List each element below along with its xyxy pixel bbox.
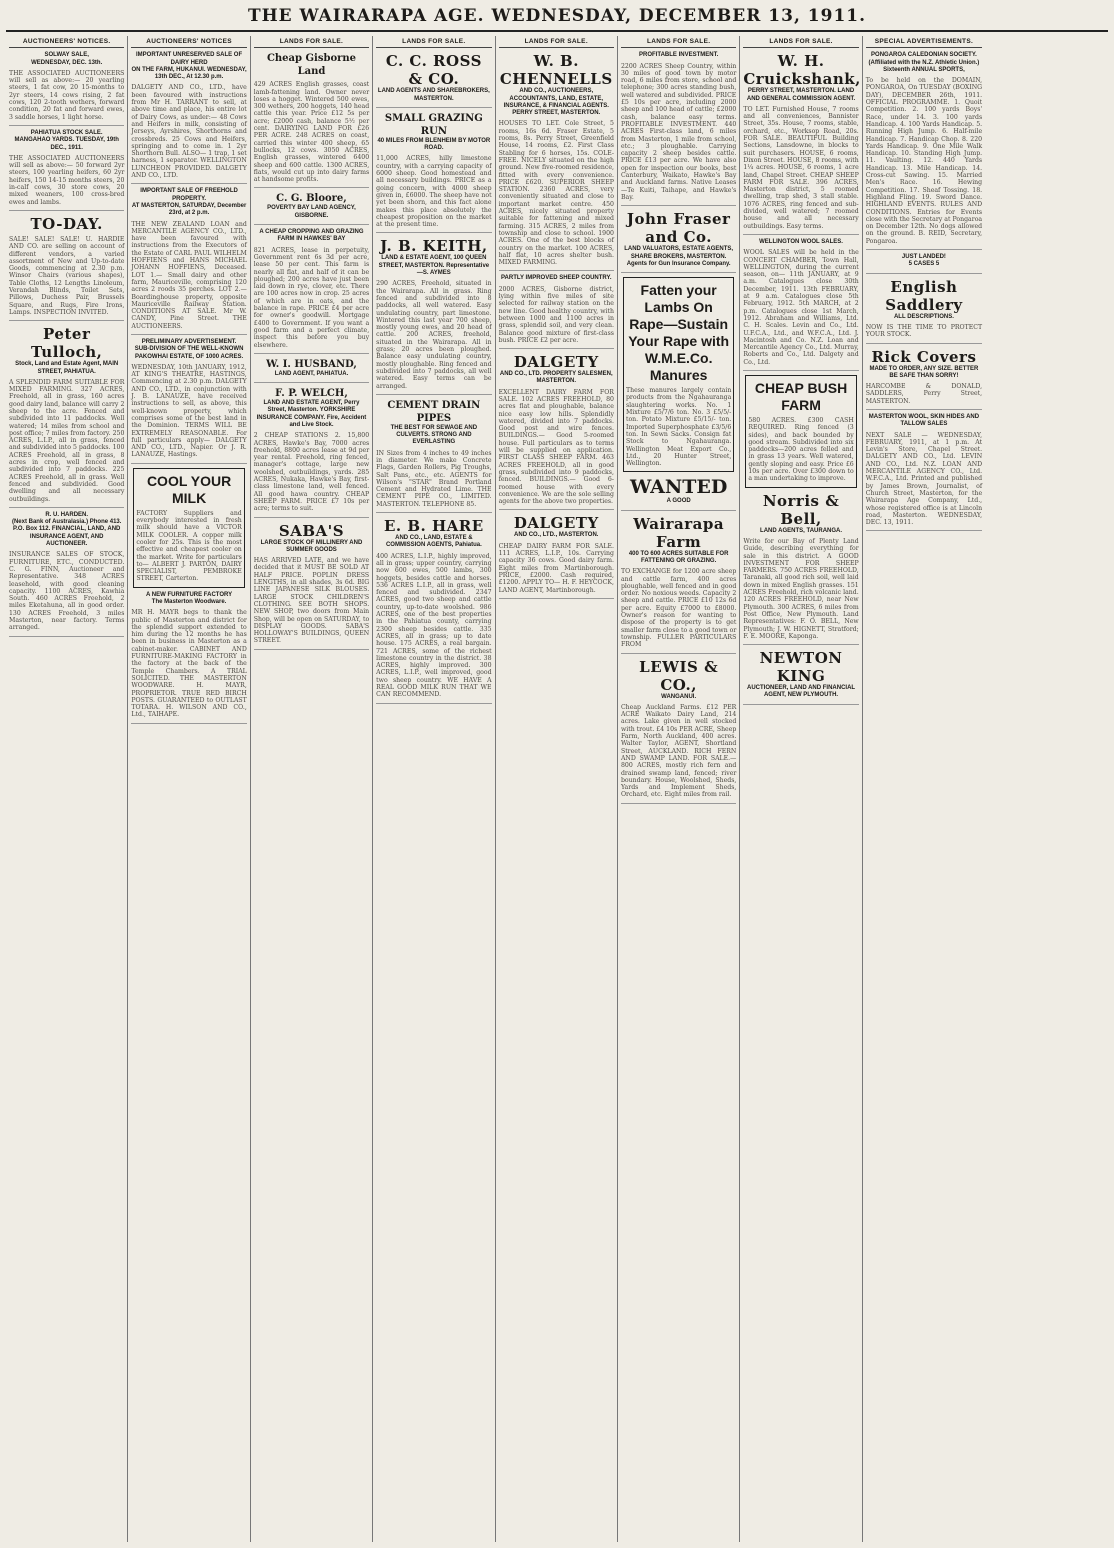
advertisement-block [131, 339, 246, 464]
advertisement-block [9, 130, 124, 211]
advertisement-block [376, 112, 491, 234]
advertisement-block [131, 52, 246, 184]
ad-title: WELLINGTON WOOL SALES. [759, 238, 843, 245]
ad-subtitle: LAND & ESTATE AGENT, 100 QUEEN STREET, MASTERTON. Representative—S. AYMES [378, 255, 490, 277]
ad-body-text: 429 ACRES English grasses, coast lamb-fattening land. Owner never loses a hogget. Wintered 500 ewes, 300 wethers, 200 hoggets, 140 head cattle this year. Price £12 5s per acre; £2000 cash, balance 5½ per cent. DAIRYING LAND FOR £26 PER ACRE. 248 ACRES on coast, carried this winter 400 sheep, 65 bullocks, 12 cows. 3050 ACRES, English grasses, wintered 6400 sheep and 600 cattle. 1300 ACRES, flats, would cut up into dairy farms at handsome profits. [253, 81, 370, 184]
ad-body-text: A SPLENDID FARM SUITABLE FOR MIXED FARMING. 327 ACRES, Freehold, all in grass, 160 acres good dairy land, balance will carry 2 sheep to the acre. Fenced and subdivided into 11 paddocks. Well watered; 14 miles from school and post office; 7 miles from factory. 250 ACRES, L.I.P., all in grass, fenced and subdivided into 5 paddocks. 100 ACRES Freehold, all in grass, 8 acres in crop, well fenced and subdivided into 7 paddocks. 225 ACRES Freehold, all in grass. Well fenced and subdivided. Good dwelling and all necessary outbuildings. [9, 378, 125, 503]
column-header: SPECIAL ADVERTISEMENTS. [866, 36, 982, 48]
ad-title: CEMENT DRAIN PIPES [387, 399, 481, 424]
ad-title: COOL YOUR MILK [146, 472, 232, 506]
ad-title: CHEAP BUSH FARM [754, 379, 848, 413]
advertisement-block [743, 649, 858, 705]
ad-subtitle: PERRY STREET, MASTERTON. LAND AND GENERAL COMMISSION AGENT. [746, 88, 856, 102]
advertisement-block [376, 52, 491, 108]
ad-body-text: WEDNESDAY, 10th JANUARY, 1912, AT KING'S THEATRE, HASTINGS, Commencing at 2.30 p.m. DALGETY AND CO., LTD., in conjunction with J. B. LANAUZE, have received instructions to sell, as above, this well-known property, which comprises some of the best land in the Dominion. TERMS WILL BE EXTREMELY REASONABLE. For full particulars apply— DALGETY AND CO., LTD., Napier. Or J. R. LANAUZE, Hastings. [131, 363, 247, 459]
ad-title: C. G. Bloore, [276, 193, 347, 205]
advertisement-block [9, 512, 124, 637]
ad-title: SOLWAY SALE, [44, 52, 89, 59]
ad-body-text: 821 ACRES, lease in perpetuity, Government rent 6s 3d per acre, lease 50 per cent. This farm is nearly all flat, and half of it can be ploughed; 200 acres have just been laid down in rye, clover, etc. There are 100 acres now in crop. 25 acres of which are in oats, and the balance in rape. PRICE £4 per acre for owner's goodwill. Mortgage £400 to Government. If you want a good farm and a perfect climate, inspect this before you buy elsewhere. [253, 246, 370, 349]
ad-title: J. B. KEITH, [380, 237, 488, 256]
ad-body-text: FACTORY Suppliers and everybody interested in fresh milk should have a VICTOR MILK COOLER. A copper milk cooler for 25s. This is the most effective and cheapest cooler on the market. Write for particulars to— ALBERT J. PARTON, DAIRY SPECIALIST, PEMBROKE STREET, Carterton. [136, 509, 242, 583]
ad-title: WANTED [629, 476, 728, 499]
advertisement-block [376, 399, 491, 513]
column-header: LANDS FOR SALE. [376, 36, 491, 48]
ad-body-text: Write for our Bay of Plenty Land Guide, describing everything for sale in this district. A GOOD INVESTMENT FOR SHEEP FARMERS. 750 ACRES FREEHOLD, Taranaki, all good rich soil, well laid down in mixed English grasses. 151 ACRES Freehold, rich volcanic land. 120 ACRES FREEHOLD, near New Plymouth. 300 ACRES, 6 miles from Post Office, New Plymouth. Land Representatives: F. O. BELL, New Plymouth; J. W. HIGNETT, Stratford; F. E. MOORE, Kaponga. [743, 537, 859, 640]
advertisement-block [254, 192, 369, 225]
ad-subtitle: AND CO., AUCTIONEERS, ACCOUNTANTS, LAND, ESTATE, INSURANCE, & FINANCIAL AGENTS. PERRY STREET, MASTERTON. [503, 88, 609, 117]
advertisement-block [499, 275, 614, 349]
ad-subtitle: LAND AGENTS, TAURANGA. [760, 527, 843, 534]
ad-body-text: THE ASSOCIATED AUCTIONEERS will sell as above:— 50 forward 2yr steers, 100 yearling heifers, 60 2yr heifers, 150 14-15 months steers, 20 in-calf cows, 30 store cows, 20 mixed weaners, 100 cross-bred ewes and lambs. [9, 154, 125, 206]
ad-subtitle: ON THE FARM, HUKANUI. WEDNESDAY, 13th DEC., At 12.30 p.m. [131, 66, 247, 81]
advertisement-block [131, 592, 246, 724]
advertisement-block [866, 348, 982, 410]
column-4 [373, 36, 495, 1542]
column-header: LANDS FOR SALE. [499, 36, 614, 48]
ad-subtitle: LAND VALUATORS, ESTATE AGENTS, SHARE BROKERS, MASTERTON. Agents for Gun Insurance Company. [624, 246, 734, 267]
ad-subtitle: WEDNESDAY, DEC. 13th. [31, 59, 103, 66]
advertisement-block [9, 325, 124, 508]
column-header: LANDS FOR SALE. [621, 36, 736, 48]
advertisement-block [621, 476, 736, 510]
advertisement-block [621, 210, 736, 273]
ad-subtitle: 40 MILES FROM BLENHEIM BY MOTOR ROAD. [377, 137, 491, 152]
ad-title: MASTERTON WOOL, SKIN HIDES AND TALLOW SALES [868, 413, 980, 428]
ad-title: W. H. Cruickshank, [743, 52, 861, 89]
ad-subtitle: A GOOD [666, 498, 691, 505]
masthead: THE WAIRARAPA AGE. WEDNESDAY, DECEMBER 13, 1911. [247, 6, 867, 26]
ad-body-text: TO EXCHANGE for 1200 acre sheep and cattle farm, 400 acres ploughable, well fenced and in good order. No noxious weeds. Capacity 2 sheep and cattle. PRICE £10 12s 6d per acre. Equity £7000 to £8000. Owner's reason for wanting to dispose of the property is to get smaller farm close to a good town or township. FULLER PARTICULARS FROM [620, 568, 737, 649]
ad-body-text: 580 ACRES. £300 CASH REQUIRED. Ring fenced (3 sides), and back bounded by good stream. Subdivided into six paddocks—200 acres felled and in grass 13 years. Well watered, gently sloping and easy. Price £6 10s per acre. Over £300 down to a man undertaking to improve. [748, 416, 854, 483]
ad-subtitle: (Affiliated with the N.Z. Athletic Union.) Sixteenth ANNUAL SPORTS, [868, 59, 980, 73]
advertisement-block [743, 239, 858, 371]
advertisement-block [866, 52, 982, 250]
ad-title: PAHIATUA STOCK SALE. [30, 129, 103, 136]
ad-subtitle: Stock, Land and Estate Agent, MAIN STREET, PAHIATUA. [15, 361, 119, 375]
ad-subtitle: 5 CASES 5 [908, 261, 940, 268]
ad-subtitle: LAND AGENTS AND SHAREBROKERS, MASTERTON. [377, 88, 490, 102]
advertisement-block [499, 353, 614, 510]
ad-body-text: TO LET. Furnished House, 7 rooms and all conveniences, Bannister Street, 35s. House, 7 rooms, stable, orchard, etc., Worksop Road, 20s. FOR SALE. BEAUTIFUL Building Sections, Lansdowne, in blocks to suit purchasers. HOUSE, 6 rooms, Dixon Street. HOUSE, 8 rooms, with 1¼ acres. HOUSE, 6 rooms, 1 acre land, Chapel Street. CHEAP SHEEP FARM FOR SALE. 396 ACRES, Masterton district, 5 roomed dwelling, trap shed, 3 stall stable. 1076 ACRES, ring fenced and sub-divided, well watered; 7 roomed house and all necessary outbuildings. Easy terms. [743, 105, 859, 230]
ad-subtitle: WANGANUI. [661, 693, 697, 700]
ad-title: Wairarapa Farm [633, 514, 725, 551]
ad-title: SMALL GRAZING RUN [384, 112, 483, 137]
advertisement-block [9, 215, 124, 321]
ad-subtitle: AT MASTERTON, SATURDAY, December 23rd, at 2 p.m. [131, 202, 247, 217]
ad-title: Norris & Bell, [762, 491, 840, 528]
ad-subtitle: AND CO., LTD., MASTERTON. [514, 532, 599, 539]
column-5 [496, 36, 618, 1542]
ad-title: F. P. WELCH, [275, 388, 348, 400]
ad-title: TO-DAY. [30, 214, 103, 233]
ad-subtitle: THE BEST FOR SEWAGE AND CULVERTS. STRONG AND EVERLASTING [390, 424, 478, 446]
advertisement-block [623, 277, 734, 472]
ad-body-text: 400 ACRES, L.I.P., highly improved, all in grass; upper country, carrying now 600 ewes, 500 lambs, 300 hoggets, besides cattle and horses. 536 ACRES L.I.P., all in grass, well fenced and subdivided. 2347 ACRES, good two sheep and cattle country, up-to-date woolshed. 986 ACRES, one of the best properties in the Pahiatua county, carrying 2300 sheep besides cattle. 335 ACRES, all in grass; up to date house. 175 ACRES, a real bargain. 721 ACRES, some of the richest limestone country in the district. 38 ACRES, highly improved. 300 ACRES, L.I.P., well improved, good two sheep country. WE HAVE A REAL GOOD MILK RUN THAT WE CAN RECOMMEND. [376, 552, 492, 699]
column-6 [618, 36, 740, 1542]
ad-body-text: These manures largely contain products from the Ngahauranga slaughtering works. No. 1 Mixture £5/7/6 ton. No. 3 £5/5/- ton. Potato Mixture £5/15/- ton. Imported Superphosphate £3/5/6 ton. In Sewn Sacks. Consign fat Stock to Ngahauranga. Wellington Meat Export Co., Ltd., 20 Hunter Street, Wellington. [625, 387, 732, 468]
ad-body-text: THE NEW ZEALAND LOAN and MERCANTILE AGENCY CO., LTD., have been favoured with instructions from the Executors of the Estate of CARL PAUL WILHELM HOFFIENS and HANS MICHAEL JOHANN HOFFIENS, Deceased. LOT 1.— Small dairy and other farm, Mauriceville, comprising 120 acres 2 roods 35 perches. LOT 2.— Boardinghouse property, opposite Mauriceville Railway Station. CONDITIONS AT SALE. Mr W. CANDY, Pine Street. THE AUCTIONEERS. [131, 220, 247, 330]
ad-body-text: INSURANCE SALES OF STOCK, FURNITURE, ETC., CONDUCTED. C. G. FINN, Auctioneer and Representative. 348 ACRES leasehold, with good cleaning capacity. 1100 ACRES, Kawhia South. 460 ACRES Freehold, 2 miles Eketahuna, all in good order. 130 ACRES Freehold, 3 miles Masterton, near factory. Terms arranged. [9, 551, 125, 632]
ad-title: PROFITABLE INVESTMENT. [639, 52, 719, 59]
ad-title: IMPORTANT SALE OF FREEHOLD PROPERTY. [140, 188, 238, 202]
advertisement-block [743, 492, 858, 645]
ad-subtitle: LAND AGENT, PAHIATUA. [274, 370, 349, 377]
ad-subtitle: LARGE STOCK OF MILLINERY AND SUMMER GOODS [260, 539, 363, 553]
ad-title: C. C. ROSS & CO. [385, 52, 482, 89]
columns [6, 36, 1108, 1542]
column-header: AUCTIONEERS' NOTICES. [9, 36, 124, 48]
column-8 [863, 36, 985, 1542]
masthead-rule [6, 30, 1108, 32]
ad-body-text: MR H. MAYR begs to thank the public of Masterton and district for the splendid support extended to him during the 12 months he has been in business in Masterton as a cabinet-maker. CABINET AND FURNITURE-MAKING FACTORY in the factory at the back of the Temple Chambers. A TRIAL SOLICITED. THE MASTERTON WOODWARE. H. MAYR, PROPRIETOR. TRUE RED BIRCH POSTS. GUARANTEED to OUTLAST TOTARA. H. WILSON AND CO., Ltd., TAIHAPE. [131, 609, 247, 719]
ad-body-text: IN Sizes from 4 inches to 49 inches in diameter. We make Concrete Flags, Garden Rollers, Pig Troughs, Salt Pans, etc., etc. AGENTS for Wilson's "STAR" Brand Portland Cement and Hydrated Lime. THE CEMENT PIPE CO., LIMITED. MASTERTON. TELEPHONE 85. [376, 449, 492, 508]
advertisement-block [254, 52, 369, 188]
ad-body-text: WOOL SALES will be held in the CONCERT CHAMBER, Town Hall, WELLINGTON, during the current season, on— 11th JANUARY, at 9 a.m. Catalogues close 30th December, 1911. 13th FEBRUARY, at 9 a.m. Catalogues close 5th February, 1912. 5th MARCH, at 2 p.m. Catalogues close 1st March, 1912. Abraham and Williams, Ltd. C. H. Scales. Levin and Co., Ltd. U.F.C.A., Ltd., and W.F.C.A., Ltd. J. Macintosh and Co. N.Z. Loan and Mercantile Agency Co., Ltd. Murray, Roberts and Co., Ltd. Dalgety and Co., Ltd. [743, 249, 859, 366]
ad-title: Peter Tulloch, [31, 325, 103, 362]
advertisement-block [254, 387, 369, 517]
ad-title: W. I. HUSBAND, [266, 358, 357, 370]
advertisement-block [866, 254, 982, 274]
advertisement-block [9, 52, 124, 126]
ad-subtitle: SUB-DIVISION OF THE WELL-KNOWN PAKOWHAI ESTATE, OF 1000 ACRES. [134, 346, 244, 360]
ad-subtitle: AND CO., LTD. PROPERTY SALESMEN, MASTERTON. [499, 371, 613, 385]
ad-subtitle: ALL DESCRIPTIONS. [893, 313, 954, 320]
advertisement-block [745, 375, 856, 488]
ad-title: JUST LANDED! [901, 254, 946, 261]
ad-body-text: HARCOMBE & DONALD, SADDLERS, Perry Street, MASTERTON. [865, 383, 983, 405]
ad-title: PARTLY IMPROVED SHEEP COUNTRY. [500, 275, 612, 282]
ad-title: A NEW FURNITURE FACTORY [146, 591, 233, 598]
ad-body-text: 11,000 ACRES, hilly limestone country, with a carrying capacity of 6000 sheep. Good homestead and all necessary buildings. PRICE as a going concern, with 4000 sheep given in, £6000. The sheep have not yet been shorn, and this fact alone makes this place absolutely the cheapest proposition on the market at the present time. [376, 155, 492, 229]
column-2 [128, 36, 250, 1542]
advertisement-block [254, 522, 369, 650]
ad-title: R. U. HARDEN. [45, 511, 89, 518]
ad-title: English Saddlery [885, 277, 963, 314]
ad-subtitle: MADE TO ORDER, ANY SIZE. BETTER BE SAFE THAN SORRY! [869, 365, 979, 379]
ad-body-text: 290 ACRES, Freehold, situated in the Wairarapa. All in grass. Ring fenced and subdivided into 8 paddocks, all well watered. Easy undulating country, part limestone. Wintered this last year 700 sheep, mostly young ewes, and 20 head of cattle. 200 ACRES, freehold, situated in the Wairarapa. All in grass; 20 acres been ploughed. Balance easy undulating country, mostly ploughable. Ring fenced and subdivided into 7 paddocks, all well watered. Easy terms can be arranged. [376, 280, 492, 390]
ad-title: NEWTON KING [759, 649, 843, 686]
ad-body-text: CHEAP DAIRY FARM FOR SALE. 111 ACRES, L.I.P., 10s. Carrying capacity 36 cows. Good dairy farm. Eight miles from Martinborough. PRICE, £2000. Cash required, £1200. APPLY TO— H. F. HEYCOCK, LAND AGENT, Martinborough. [498, 542, 614, 594]
ad-title: IMPORTANT UNRESERVED SALE OF DAIRY HERD [136, 52, 243, 66]
ad-body-text: 2200 ACRES Sheep Country, within 30 miles of good town by motor road, 6 miles from store, school and telephone; 300 acres standing bush, well watered and subdivided. PRICE £5 10s per acre, including 2000 sheep and 100 head of cattle; £2000 cash, balance easy terms. PROFITABLE INVESTMENT. 440 ACRES First-class land, 6 miles from Masterton, 1 mile from school, etc.; 3 ploughable. Carrying capacity 2 sheep besides cattle. PRICE £13 per acre. We have also open for inspection our books, best Canterbury, Waikato, Hawke's Bay and Auckland farms. Native Leases—Te Kuiti, Taihape, and Hawke's Bay. [620, 62, 737, 201]
column-1 [6, 36, 128, 1542]
ad-body-text: Cheap Auckland Farms. £12 PER ACRE Waikato Dairy Land, 214 acres. Lake given in well stocked with trout. £4 10s PER ACRE, Sheep Farm, North Auckland, 400 acres. Walter Taylor, AGENT, Shortland Street, AUCKLAND. RICH FERN AND SWAMP LAND. FOR SALE.—800 ACRES, mostly rich fern and drained swamp land, fenced; river boundary. House, Woolshed, Sheds, Yards and Implement Sheds, Orchard, etc. Eight miles from rail. [620, 703, 737, 799]
ad-subtitle: POVERTY BAY LAND AGENCY, GISBORNE. [267, 205, 356, 219]
ad-title: Cheap Gisborne Land [266, 53, 357, 78]
advertisement-block [376, 517, 491, 704]
advertisement-block [743, 52, 861, 235]
ad-title: PRELIMINARY ADVERTISEMENT. [141, 338, 237, 345]
advertisement-block [376, 237, 491, 394]
ad-body-text: DALGETY AND CO., LTD., have been favoured with instructions from Mr H. TARRANT to sell, at above time and place, his entire lot of Dairy Cows, as under:— 48 Cows and Heifers in milk, consisting of Jerseys, Ayrshires, Shorthorns and crossbreds. 25 Cows and Heifers, springing and to come in. 1 2yr Shorthorn Bull. ALSO— 1 trap, 1 set harness, 1 separator. WELLINGTON LUNCHEON PROVIDED. DALGETY AND CO., LTD. [131, 84, 247, 180]
ad-title: Rick Covers [871, 347, 977, 366]
advertisement-block [621, 515, 736, 654]
column-7 [740, 36, 862, 1542]
ad-body-text: HOUSES TO LET. Cole Street, 5 rooms, 16s 6d. Fraser Estate, 5 rooms, 8s. Perry Street, Greenfield House, 14 rooms, £2. First Class Stabling for 6 horses, 15s. COLE-FREE. NICELY situated on the high ground. New five-roomed residence, fitted with every convenience. PRICE £620. SUPERIOR SHEEP STATION. 2360 ACRES, very conveniently situated and close to important market centre. 450 ACRES, nicely situated property suitable for fattening and mixed farming. 315 ACRES, 2 miles from township and close to school. 1900 ACRES. One of the best blocks of country on the market. 100 ACRES, half flat, 10 acres shelter bush. MIXED FARMING. [498, 120, 614, 267]
advertisement-block [621, 52, 736, 206]
advertisement-block [254, 358, 369, 383]
ad-title: E. B. HARE [384, 517, 484, 536]
advertisement-block [621, 658, 736, 804]
advertisement-block [131, 188, 246, 335]
ad-subtitle: LAND AND ESTATE AGENT, Perry Street, Masterton. YORKSHIRE INSURANCE COMPANY. Fire, Accident and Live Stock. [256, 400, 367, 428]
ad-title: A CHEAP CROPPING AND GRAZING FARM IN HAWKES' BAY [259, 229, 364, 243]
ad-title: SABA'S [278, 521, 345, 540]
ad-body-text: To be held on the DOMAIN, PONGAROA, On TUESDAY (BOXING DAY), DECEMBER 26th, 1911. OFFICIAL PROGRAMME. 1. Quoit Competition. 2. 100 yards Boys' Race, under 14. 3. 100 yards Handicap. 4. 100 Yards Handicap. 5. Running High Jump. 6. Half-mile Handicap. 7. Handicap Chop. 8. 220 Yards Handicap. 9. One Mile Walk Handicap. 10. Standing High Jump. 11. Vaulting. 12. 440 Yards Handicap. 13. Mile Handicap. 14. Cross-cut Sawing. 15. Married Men's Race. 16. Hewing Competition. 17. Sheaf Tossing. 18. Highland Fling. 19. Sword Dance. HIGHLAND EVENTS. RULES AND CONDITIONS. Entries for Events close with the Secretary at Pongaroa on December 12th. No dogs allowed on the ground. B. REID, Secretary, Pongaroa. [865, 77, 983, 245]
ad-body-text: NEXT SALE — WEDNESDAY, FEBRUARY, 1911, at 1 p.m. At Levin's Store, Chapel Street. DALGETY AND CO., Ltd. LEVIN AND CO., Ltd. N.Z. LOAN AND MERCANTILE AGENCY CO., Ltd. W.F.C.A., Ltd. Printed and published by James Brown, Journalist, of Church Street, Masterton, for the Wairarapa Age Company, Ltd., whose registered office is at Lincoln road, Masterton. WEDNESDAY, DEC. 13, 1911. [865, 431, 983, 527]
advertisement-block [254, 229, 369, 354]
advertisement-block [499, 514, 614, 598]
ad-body-text: THE ASSOCIATED AUCTIONEERS will sell as above:— 20 yearling steers, 1 fat cow, 20 15-months to 2yr steers, 14 cows rising, 2 fat cows, 120 2-tooth wethers, forward condition, 20 fat and forward ewes, 3 saddle horses, 1 light horse. [9, 69, 125, 121]
ad-title: DALGETY [513, 353, 599, 372]
ad-subtitle: AUCTIONEER, LAND AND FINANCIAL AGENT, NEW PLYMOUTH. [746, 685, 856, 699]
ad-body-text: EXCELLENT DAIRY FARM FOR SALE. 102 ACRES FREEHOLD, 80 acres flat and ploughable, balance nice easy low hills. Splendidly watered, divided into 7 paddocks. Good post and wire fences. BUILDINGS.— Good 5-roomed house. Full particulars as to terms will be supplied on application. FIRST CLASS SHEEP FARM. 463 ACRES FREEHOLD, all in good grass, subdivided into 9 paddocks, fenced. BUILDINGS.— Good 6-roomed house with every convenience. We are the sole selling agents for the above two properties. [498, 388, 614, 506]
advertisement-block [133, 468, 244, 588]
ad-body-text: HAS ARRIVED LATE, and we have decided that it MUST BE SOLD AT HALF PRICE. POPLIN DRESS LENGTHS, in all shades, 3s 6d. BIG LINE JAPANESE SILK BLOUSES. LARGE STOCK CHILDREN'S CLOTHING. SEE BOTH SHOPS. NEW SHOP, two doors from Main Shop, will be open on SATURDAY, to DISPLAY GOODS. SABA'S HOLLOWAY'S BUILDINGS, QUEEN STREET. [253, 557, 370, 645]
column-header: LANDS FOR SALE. [743, 36, 858, 48]
column-header: AUCTIONEERS' NOTICES [131, 36, 246, 48]
column-header: LANDS FOR SALE. [254, 36, 369, 48]
ad-subtitle: The Masterton Woodware. [151, 599, 227, 605]
ad-body-text: 2 CHEAP STATIONS 2. 15,800 ACRES, Hawke's Bay, 7000 acres freehold, 8800 acres lease at 9d per year rental. Freehold, ring fenced, manager's cottage, large new woolshed, outbuildings, yards. 285 ACRES, Nukaka, Hawke's Bay, first-class limestone land, well fenced. All good hawa country. CHEAP SHEEP FARM. PRICE £7 10s per acre; terms to suit. [253, 432, 370, 513]
ad-body-text: SALE! SALE! SALE! U. HARDIE AND CO. are selling on account of different vendors, a varied assortment of New and Up-to-date Goods, commencing at 2.30 p.m. Winsor Chairs (various shapes), Table Cloths, 12 Lengths Linoleum, Verandah Blinds, Toilet Sets, Pillows, Duchess Pair, Brussels Square, and Rugs, Fire Irons, Lamps. INSPECTION INVITED. [9, 235, 125, 316]
advertisement-block [499, 52, 614, 271]
ad-subtitle: AND CO., LAND, ESTATE & COMMISSION AGENTS, Pahiatua. [385, 535, 482, 549]
ad-subtitle: (Next Bank of Australasia.) Phone 413. P.O. Box 112. FINANCIAL, LAND, AND INSURANCE AGENT, AND AUCTIONEER. [11, 519, 122, 548]
ad-title: W. B. CHENNELLS [499, 52, 613, 89]
ad-title: Fatten your Lambs On Rape—Sustain Your Rape with W.M.E.Co. Manures [628, 282, 730, 384]
advertisement-block [866, 278, 982, 344]
ad-title: John Fraser and Co. [626, 210, 731, 247]
advertisement-block [866, 414, 982, 531]
ad-title: PONGAROA CALEDONIAN SOCIETY. [871, 52, 977, 59]
ad-title: LEWIS & CO., [639, 657, 719, 694]
ad-subtitle: 400 TO 600 ACRES SUITABLE FOR FATTENING OR GRAZING. [628, 550, 729, 564]
ad-title: DALGETY [513, 514, 599, 533]
column-3 [251, 36, 373, 1542]
ad-body-text: 2000 ACRES, Gisborne district, lying within five miles of site selected for railway station on the new line. Good healthy country, with between 1000 and 1100 acres in grass, splendid soil, and very clean. Balance good mixture of first-class bush. PRICE £2 per acre. [498, 285, 614, 344]
ad-body-text: NOW IS THE TIME TO PROTECT YOUR STOCK. [865, 323, 983, 339]
ad-subtitle: MANGAHAO YARDS. TUESDAY, 19th DEC., 1911. [14, 137, 119, 151]
